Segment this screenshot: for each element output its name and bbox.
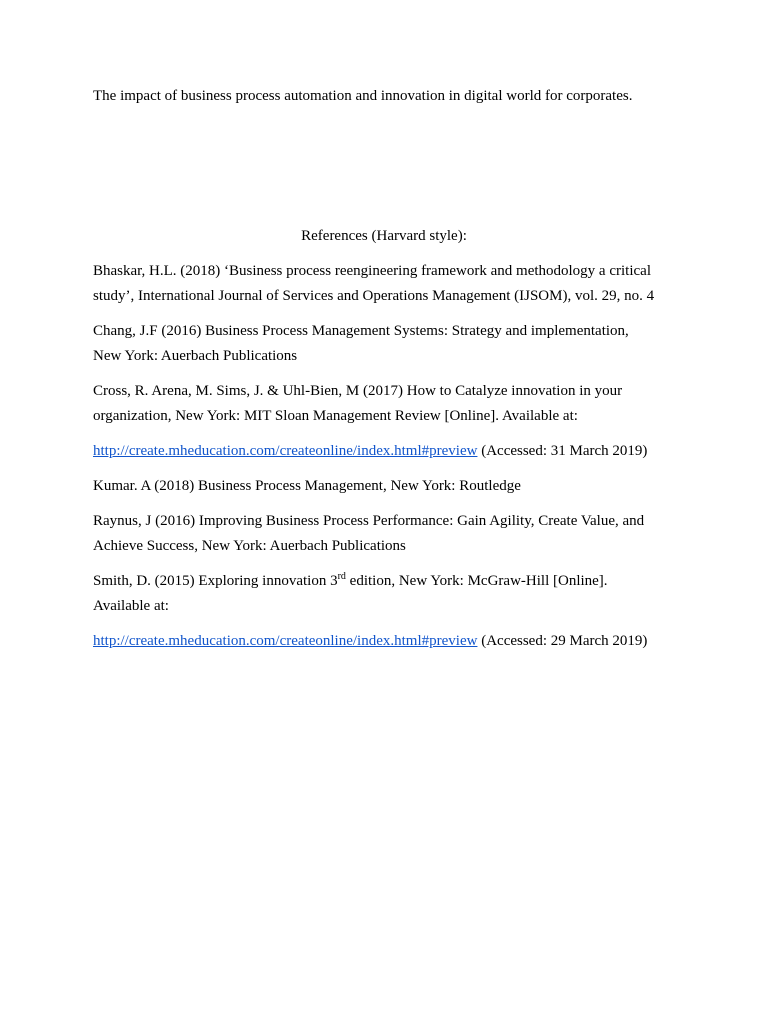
reference-smith-line1 — [93, 571, 608, 591]
reference-smith-superscript: rd — [337, 571, 346, 582]
document-title: The impact of business process automation and innovation in digital world for corporates. — [93, 88, 633, 104]
reference-chang-line1: Chang, J.F (2016) Business Process Management Systems: Strategy and implementation, — [93, 323, 629, 339]
reference-cross-line2: organization, New York: MIT Sloan Management Review [Online]. Available at: — [93, 408, 578, 424]
reference-smith-url-link[interactable]: http://create.mheducation.com/createonline/index.html#preview — [93, 633, 478, 649]
reference-smith-accessed: (Accessed: 29 March 2019) — [477, 633, 648, 649]
reference-chang-line2: New York: Auerbach Publications — [93, 348, 298, 364]
reference-cross-line1: Cross, R. Arena, M. Sims, J. & Uhl-Bien, M (2017) How to Catalyze innovation in your — [93, 383, 623, 399]
reference-raynus-line1: Raynus, J (2016) Improving Business Process Performance: Gain Agility, Create Value, and — [93, 513, 645, 529]
reference-smith-text-before: Smith, D. (2015) Exploring innovation 3 — [93, 573, 338, 589]
reference-kumar-line1: Kumar. A (2018) Business Process Management, New York: Routledge — [93, 478, 521, 494]
reference-bhaskar-line1: Bhaskar, H.L. (2018) ‘Business process reengineering framework and methodology a critical — [93, 263, 651, 279]
reference-smith-text-after: edition, New York: McGraw-Hill [Online]. — [345, 573, 608, 589]
reference-smith-line2: Available at: — [93, 598, 169, 614]
reference-cross-accessed: (Accessed: 31 March 2019) — [477, 443, 648, 459]
reference-cross-url-link[interactable]: http://create.mheducation.com/createonline/index.html#preview — [93, 443, 478, 459]
reference-cross-link-line — [93, 441, 647, 461]
references-heading: References (Harvard style): — [301, 228, 467, 244]
reference-smith-link-line — [93, 631, 647, 651]
reference-bhaskar-line2: study’, International Journal of Services and Operations Management (IJSOM), vol. 29, no. 4 — [93, 288, 655, 304]
reference-raynus-line2: Achieve Success, New York: Auerbach Publications — [93, 538, 406, 554]
